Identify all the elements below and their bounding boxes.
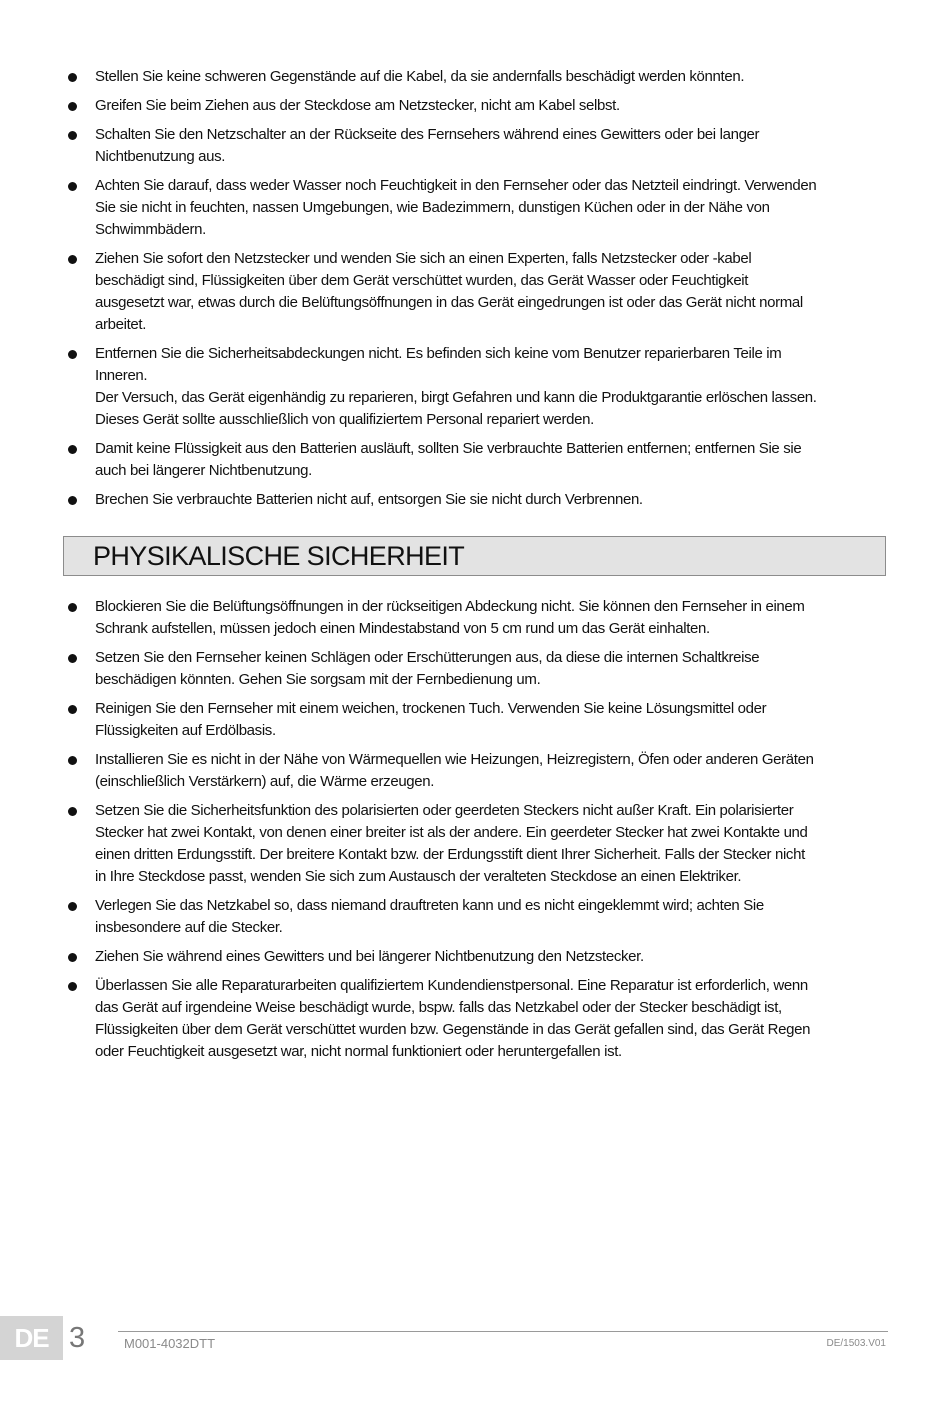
list-item: [68, 489, 888, 511]
bullet-icon: [68, 102, 77, 111]
bullet-icon: [68, 807, 77, 816]
list-item-text: Überlassen Sie alle Reparaturarbeiten qualifiziertem Kundendienstpersonal. Eine Reparatur ist erforderlich, wenn das Gerät auf irgendeine Weise beschädigt wurde, bspw. falls das Netzkabel oder der Stecker beschädigt ist, Flüssigkeiten über dem Gerät verschüttet wurden bzw. Gegenstände in das Gerät gefallen sind, das Gerät Regen oder Feuchtigkeit ausgesetzt war, nicht normal funktioniert oder heruntergefallen ist.: [95, 977, 811, 1060]
bullet-icon: [68, 953, 77, 962]
list-item-text: Stellen Sie keine schweren Gegenstände auf die Kabel, da sie andernfalls beschädigt werden könnten.: [95, 68, 745, 85]
bullet-icon: [68, 654, 77, 663]
list-item: [68, 248, 888, 336]
language-badge: DE: [0, 1316, 63, 1360]
bullet-icon: [68, 350, 77, 359]
bullet-icon: [68, 445, 77, 454]
bullet-icon: [68, 182, 77, 191]
list-item-text: Verlegen Sie das Netzkabel so, dass niemand drauftreten kann und es nicht eingeklemmt wird; achten Sie insbesondere auf die Stecker.: [95, 897, 764, 936]
page-number: 3: [69, 1322, 86, 1354]
bullet-icon: [68, 756, 77, 765]
list-item-text: Schalten Sie den Netzschalter an der Rückseite des Fernsehers während eines Gewitters oder bei langer Nichtbenutzung aus.: [95, 126, 760, 165]
list-item-text: Setzen Sie die Sicherheitsfunktion des polarisierten oder geerdeten Steckers nicht außer Kraft. Ein polarisierter Stecker hat zwei Kontakt, von denen einer breiter ist als der andere. Ein geerdeter Stecker hat zwei Kontakte und einen dritten Erdungsstift. Der breitere Kontakt bzw. der Erdungsstift dient Ihrer Sicherheit. Falls der Stecker nicht in Ihre Steckdose passt, wenden Sie sich zum Austausch der veralteten Steckdose an einen Elektriker.: [95, 802, 808, 885]
list-item-text: Greifen Sie beim Ziehen aus der Steckdose am Netzstecker, nicht am Kabel selbst.: [95, 97, 620, 114]
safety-list-top: [68, 66, 888, 518]
list-item: [68, 95, 888, 117]
bullet-icon: [68, 902, 77, 911]
list-item-text: Achten Sie darauf, dass weder Wasser noch Feuchtigkeit in den Fernseher oder das Netzteil eindringt. Verwenden Sie sie nicht in feuchten, nassen Umgebungen, wie Badezimmern, dunstigen Küchen oder in der Nähe von Schwimmbädern.: [95, 177, 817, 238]
bullet-icon: [68, 73, 77, 82]
list-item-text: Ziehen Sie sofort den Netzstecker und wenden Sie sich an einen Experten, falls Netzstecker oder -kabel beschädigt sind, Flüssigkeiten über dem Gerät verschüttet wurden, das Gerät Wasser oder Feuchtigkeit ausgesetzt war, etwas durch die Belüftungsöffnungen in das Gerät eingedrungen ist oder das Gerät nicht normal arbeitet.: [95, 250, 803, 333]
list-item-text: Entfernen Sie die Sicherheitsabdeckungen nicht. Es befinden sich keine vom Benutzer reparierbaren Teile im Inneren. Der Versuch, das Gerät eigenhändig zu reparieren, birgt Gefahren und kann die Produktgarantie erlöschen lassen. Dieses Gerät sollte ausschließlich von qualifiziertem Personal repariert werden.: [95, 345, 817, 428]
bullet-icon: [68, 603, 77, 612]
list-item-text: Brechen Sie verbrauchte Batterien nicht auf, entsorgen Sie sie nicht durch Verbrennen.: [95, 491, 643, 508]
model-number: M001-4032DTT: [124, 1336, 216, 1351]
list-item: [68, 124, 888, 168]
list-item: [68, 175, 888, 241]
revision-code: DE/1503.V01: [826, 1338, 886, 1349]
list-item: [68, 975, 888, 1063]
list-item: [68, 647, 888, 691]
list-item-text: Damit keine Flüssigkeit aus den Batterien ausläuft, sollten Sie verbrauchte Batterien entfernen; entfernen Sie sie auch bei längerer Nichtbenutzung.: [95, 440, 802, 479]
list-item-text: Reinigen Sie den Fernseher mit einem weichen, trockenen Tuch. Verwenden Sie keine Lösungsmittel oder Flüssigkeiten auf Erdölbasis.: [95, 700, 767, 739]
list-item: [68, 800, 888, 888]
footer-divider: [118, 1331, 888, 1332]
bullet-icon: [68, 255, 77, 264]
list-item: [68, 946, 888, 968]
bullet-icon: [68, 496, 77, 505]
bullet-icon: [68, 131, 77, 140]
list-item-text: Installieren Sie es nicht in der Nähe von Wärmequellen wie Heizungen, Heizregistern, Öfen oder anderen Geräten (einschließlich Verstärkern) auf, die Wärme erzeugen.: [95, 751, 814, 790]
list-item: [68, 343, 888, 431]
list-item: [68, 895, 888, 939]
section-heading: PHYSIKALISCHE SICHERHEIT: [63, 536, 886, 576]
list-item: [68, 596, 888, 640]
list-item-text: Blockieren Sie die Belüftungsöffnungen in der rückseitigen Abdeckung nicht. Sie können den Fernseher in einem Schrank aufstellen, müssen jedoch einen Mindestabstand von 5 cm rund um das Gerät einhalten.: [95, 598, 805, 637]
list-item: [68, 698, 888, 742]
list-item: [68, 66, 888, 88]
list-item: [68, 749, 888, 793]
list-item: [68, 438, 888, 482]
bullet-icon: [68, 705, 77, 714]
safety-list-bottom: [68, 596, 888, 1070]
list-item-text: Setzen Sie den Fernseher keinen Schlägen oder Erschütterungen aus, da diese die internen Schaltkreise beschädigen könnten. Gehen Sie sorgsam mit der Fernbedienung um.: [95, 649, 760, 688]
list-item-text: Ziehen Sie während eines Gewitters und bei längerer Nichtbenutzung den Netzstecker.: [95, 948, 644, 965]
bullet-icon: [68, 982, 77, 991]
